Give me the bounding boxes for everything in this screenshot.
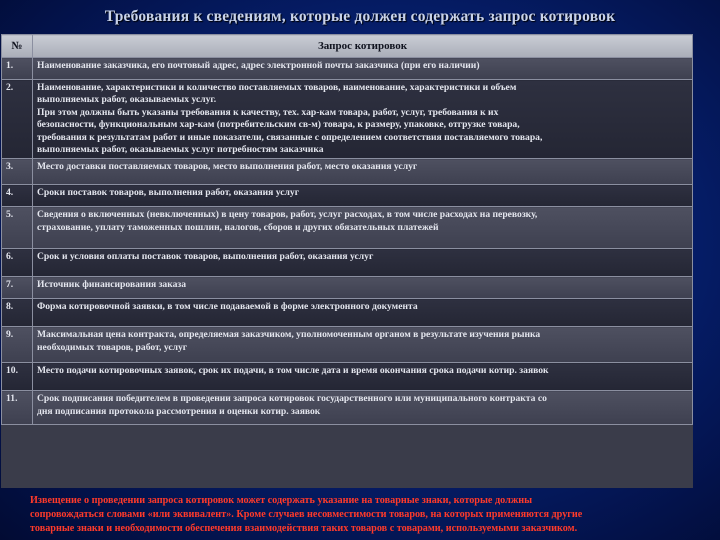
row-text-line: Максимальная цена контракта, определяемая заказчиком, уполномоченным органом в результате изучения рынка xyxy=(37,329,541,341)
row-number: 6. xyxy=(2,249,33,277)
header-request: Запрос котировок xyxy=(33,35,693,58)
row-text-line: Наименование, характеристики и количество поставляемых товаров, наименование, характеристики и объем xyxy=(37,82,517,93)
row-text xyxy=(33,299,693,327)
row-text xyxy=(33,80,693,159)
table-row xyxy=(2,327,693,363)
row-number: 11. xyxy=(2,391,33,425)
row-text xyxy=(33,159,693,185)
row-text-line: Место подачи котировочных заявок, срок их подачи, в том числе дата и время окончания срока подачи котир. заявок xyxy=(37,365,549,377)
row-text-line: Срок подписания победителем в проведении запроса котировок государственного или муниципального контракта со xyxy=(37,393,547,405)
row-text-line: страхование, уплату таможенных пошлин, налогов, сборов и других обязательных платежей xyxy=(37,221,439,233)
footer-line: сопровождаться словами «или эквивалент». Кроме случаев несовместимости товаров, на которых применяются другие xyxy=(30,509,583,521)
row-number: 2. xyxy=(2,80,33,159)
row-text xyxy=(33,249,693,277)
table-row xyxy=(2,391,693,425)
row-text-line: Сведения о включенных (невключенных) в цену товаров, работ, услуг расходах, в том числе расходах на перевозку, xyxy=(37,209,538,221)
row-text-line: выполняемых работ, оказываемых услуг потребностям заказчика xyxy=(37,144,324,156)
requirements-table xyxy=(1,34,693,425)
table-row xyxy=(2,277,693,299)
table-row xyxy=(2,249,693,277)
row-text xyxy=(33,185,693,207)
row-number: 3. xyxy=(2,159,33,185)
row-text-line: Сроки поставок товаров, выполнения работ, оказания услуг xyxy=(37,187,300,199)
row-text-line: дня подписания протокола рассмотрения и оценки котир. заявок xyxy=(37,405,321,417)
row-text-line: Форма котировочной заявки, в том числе подаваемой в форме электронного документа xyxy=(37,301,418,313)
row-text-line: выполняемых работ, оказываемых услуг. xyxy=(37,94,217,106)
row-text-line: Источник финансирования заказа xyxy=(37,279,187,291)
table-row xyxy=(2,207,693,249)
row-text xyxy=(33,327,693,363)
row-text xyxy=(33,391,693,425)
table-row xyxy=(2,80,693,159)
page-title: Требования к сведениям, которые должен содержать запрос котировок xyxy=(104,8,616,25)
table-header-row xyxy=(2,35,693,58)
row-number: 5. xyxy=(2,207,33,249)
row-number: 9. xyxy=(2,327,33,363)
row-text-line: безопасности, функциональным хар-кам (потребительским св-м) товара, к размеру, упаковке, отгрузке товара, xyxy=(37,119,520,131)
row-text xyxy=(33,207,693,249)
row-text-line: Срок и условия оплаты поставок товаров, выполнения работ, оказания услуг xyxy=(37,251,374,263)
row-text xyxy=(33,277,693,299)
row-text-line: необходимых товаров, работ, услуг xyxy=(37,341,188,353)
row-text-line: требования к результатам работ и иные показатели, связанные с определением соответствия поставляемого товара, xyxy=(37,131,543,143)
row-number: 4. xyxy=(2,185,33,207)
footer-line: товарные знаки и необходимости обеспечения взаимодействия таких товаров с товарами, используемыми заказчиком. xyxy=(30,523,578,535)
row-text xyxy=(33,363,693,391)
row-text xyxy=(33,58,693,80)
row-number: 8. xyxy=(2,299,33,327)
table-row xyxy=(2,159,693,185)
table-row xyxy=(2,299,693,327)
row-text-line: Наименование заказчика, его почтовый адрес, адрес электронной почты заказчика (при его наличии) xyxy=(37,60,480,71)
footer-line: Извещение о проведении запроса котировок может содержать указание на товарные знаки, которые должны xyxy=(30,495,533,506)
header-number: № xyxy=(2,35,33,58)
table-row xyxy=(2,58,693,80)
row-number: 7. xyxy=(2,277,33,299)
row-number: 1. xyxy=(2,58,33,80)
table-row xyxy=(2,185,693,207)
footer-note xyxy=(30,494,690,537)
row-text-line: Место доставки поставляемых товаров, место выполнения работ, место оказания услуг xyxy=(37,161,418,173)
row-number: 10. xyxy=(2,363,33,391)
table-row xyxy=(2,363,693,391)
row-text-line: При этом должны быть указаны требования к качеству, тех. хар-кам товара, работ, услуг, требования к их xyxy=(37,106,499,118)
